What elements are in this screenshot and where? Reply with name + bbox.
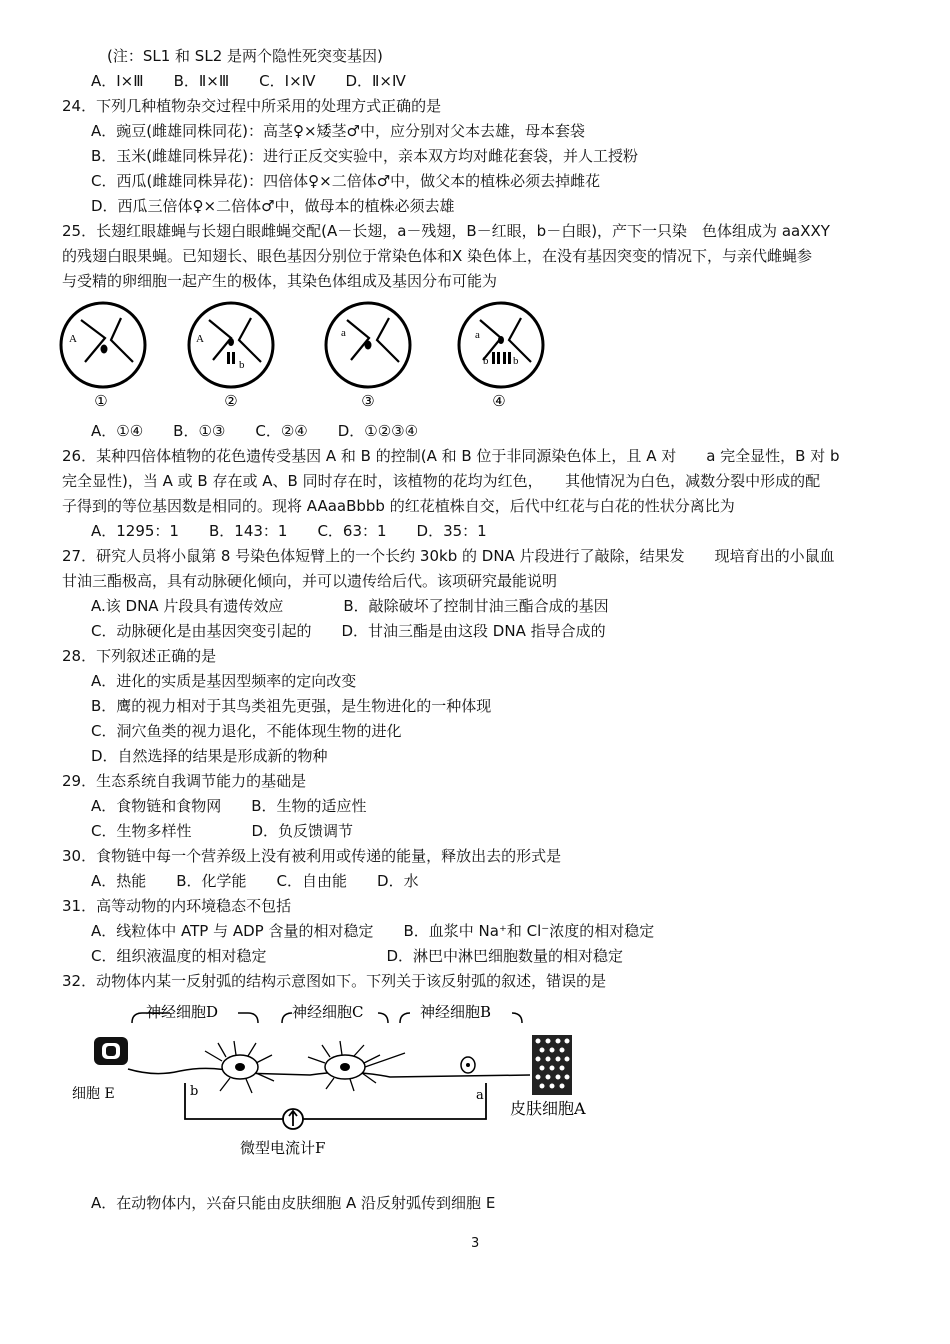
- cell-label-4: ④: [492, 394, 506, 410]
- allele-label: A: [69, 333, 77, 345]
- q24-stem: 24．下列几种植物杂交过程中所采用的处理方式正确的是: [62, 97, 442, 115]
- cell-label-1: ①: [94, 394, 108, 410]
- q28-option-b: B．鹰的视力相对于其鸟类祖先更强，是生物进化的一种体现: [91, 697, 492, 715]
- q27-stem-2: 甘油三酯极高，具有动脉硬化倾向，并可以遗传给后代。该项研究最能说明: [62, 572, 558, 590]
- reflex-arc-figure: [60, 995, 620, 1165]
- allele-label: a: [341, 327, 346, 339]
- neuron-c-label: 神经细胞C: [292, 1003, 364, 1021]
- q30-options: A．热能 B．化学能 C．自由能 D．水: [91, 872, 419, 890]
- neuron-c-shape: [308, 1041, 405, 1091]
- q30-stem: 30．食物链中每一个营养级上没有被利用或传递的能量，释放出去的形式是: [62, 847, 562, 865]
- q31-stem: 31．高等动物的内环境稳态不包括: [62, 897, 292, 915]
- neuron-b-shape: [461, 1057, 475, 1073]
- skin-cell-a-label: 皮肤细胞A: [510, 1099, 586, 1118]
- q25-cell-figures: [55, 300, 555, 412]
- allele-label: b: [483, 355, 489, 367]
- q25-stem-2: 的残翅白眼果蝇。已知翅长、眼色基因分别位于常染色体和X 染色体上，在没有基因突变的情况下，与亲代雌蝇参: [62, 247, 813, 265]
- neuron-d-label: 神经细胞D: [146, 1003, 219, 1021]
- q25-stem-1: 25．长翅红眼雄蝇与长翅白眼雌蝇交配(A－长翅，a－残翅，B－红眼，b－白眼)，产下一只染 色体组成为 aaXXY: [62, 222, 830, 240]
- q27-stem-1: 27．研究人员将小鼠第 8 号染色体短臂上的一个长约 30kb 的 DNA 片段进行了敲除，结果发 现培育出的小鼠血: [62, 547, 835, 565]
- q31-options-ab: A．线粒体中 ATP 与 ADP 含量的相对稳定 B．血浆中 Na⁺和 Cl⁻浓度的相对稳定: [91, 922, 655, 940]
- q27-options-cd: C．动脉硬化是由基因突变引起的 D．甘油三酯是由这段 DNA 指导合成的: [91, 622, 606, 640]
- point-b-label: b: [190, 1084, 199, 1099]
- cell-label-3: ③: [361, 394, 375, 410]
- q32-stem: 32．动物体内某一反射弧的结构示意图如下。下列关于该反射弧的叙述，错误的是: [62, 972, 607, 990]
- q26-stem-1: 26．某种四倍体植物的花色遗传受基因 A 和 B 的控制(A 和 B 位于非同源染色体上，且 A 对 a 完全显性，B 对 b: [62, 447, 840, 465]
- q28-stem: 28．下列叙述正确的是: [62, 647, 217, 665]
- q26-stem-2: 完全显性)，当 A 或 B 存在或 A、B 同时存在时，该植物的花均为红色， 其他情况为白色，减数分裂中形成的配: [62, 472, 821, 490]
- cell-2: [189, 303, 273, 410]
- allele-label: b: [239, 359, 245, 371]
- q24-option-d: D．西瓜三倍体♀×二倍体♂中，做母本的植株必须去雄: [91, 197, 455, 215]
- q29-options-ab: A．食物链和食物网 B．生物的适应性: [91, 797, 367, 815]
- allele-label: b: [513, 355, 519, 367]
- q28-option-c: C．洞穴鱼类的视力退化，不能体现生物的进化: [91, 722, 402, 740]
- allele-label: A: [196, 333, 204, 345]
- cell-e-label: 细胞 E: [72, 1086, 115, 1102]
- q24-option-b: B．玉米(雌雄同株异花)：进行正反交实验中，亲本双方均对雌花套袋，并人工授粉: [91, 147, 638, 165]
- cell-3: [326, 303, 410, 410]
- cell-1: [61, 303, 145, 410]
- q25-stem-3: 与受精的卵细胞一起产生的极体，其染色体组成及基因分布可能为: [62, 272, 498, 290]
- cell-4: [459, 303, 543, 410]
- q32-option-a: A．在动物体内，兴奋只能由皮肤细胞 A 沿反射弧传到细胞 E: [91, 1194, 496, 1212]
- point-a-label: a: [476, 1088, 484, 1103]
- q31-options-cd: C．组织液温度的相对稳定 D．淋巴中淋巴细胞数量的相对稳定: [91, 947, 624, 965]
- q25-options: A．①④ B．①③ C．②④ D．①②③④: [91, 422, 419, 440]
- q26-stem-3: 子得到的等位基因数是相同的。现将 AAaaBbbb 的红花植株自交，后代中红花与白花的性状分离比为: [62, 497, 735, 515]
- note-line: (注：SL1 和 SL2 是两个隐性死突变基因): [107, 47, 383, 65]
- page-number: 3: [471, 1236, 480, 1251]
- neuron-d-shape: [205, 1041, 274, 1093]
- cell-label-2: ②: [224, 394, 238, 410]
- neuron-b-label: 神经细胞B: [420, 1003, 492, 1021]
- q26-options: A．1295：1 B．143：1 C．63：1 D．35：1: [91, 522, 487, 540]
- q28-option-a: A．进化的实质是基因型频率的定向改变: [91, 672, 357, 690]
- allele-label: a: [475, 329, 480, 341]
- q29-stem: 29．生态系统自我调节能力的基础是: [62, 772, 307, 790]
- q28-option-d: D．自然选择的结果是形成新的物种: [91, 747, 328, 765]
- q29-options-cd: C．生物多样性 D．负反馈调节: [91, 822, 354, 840]
- meter-f-label: 微型电流计F: [240, 1139, 326, 1157]
- q24-option-a: A．豌豆(雌雄同株同花)：高茎♀×矮茎♂中，应分别对父本去雄，母本套袋: [91, 122, 585, 140]
- skin-cell-a-shape: [532, 1035, 572, 1095]
- q23-options: A．Ⅰ×Ⅲ B．Ⅱ×Ⅲ C．Ⅰ×Ⅳ D．Ⅱ×Ⅳ: [91, 72, 406, 90]
- q27-options-ab: A.该 DNA 片段具有遗传效应 B．敲除破坏了控制甘油三酯合成的基因: [91, 597, 609, 615]
- q24-option-c: C．西瓜(雌雄同株异花)：四倍体♀×二倍体♂中，做父本的植株必须去掉雌花: [91, 172, 601, 190]
